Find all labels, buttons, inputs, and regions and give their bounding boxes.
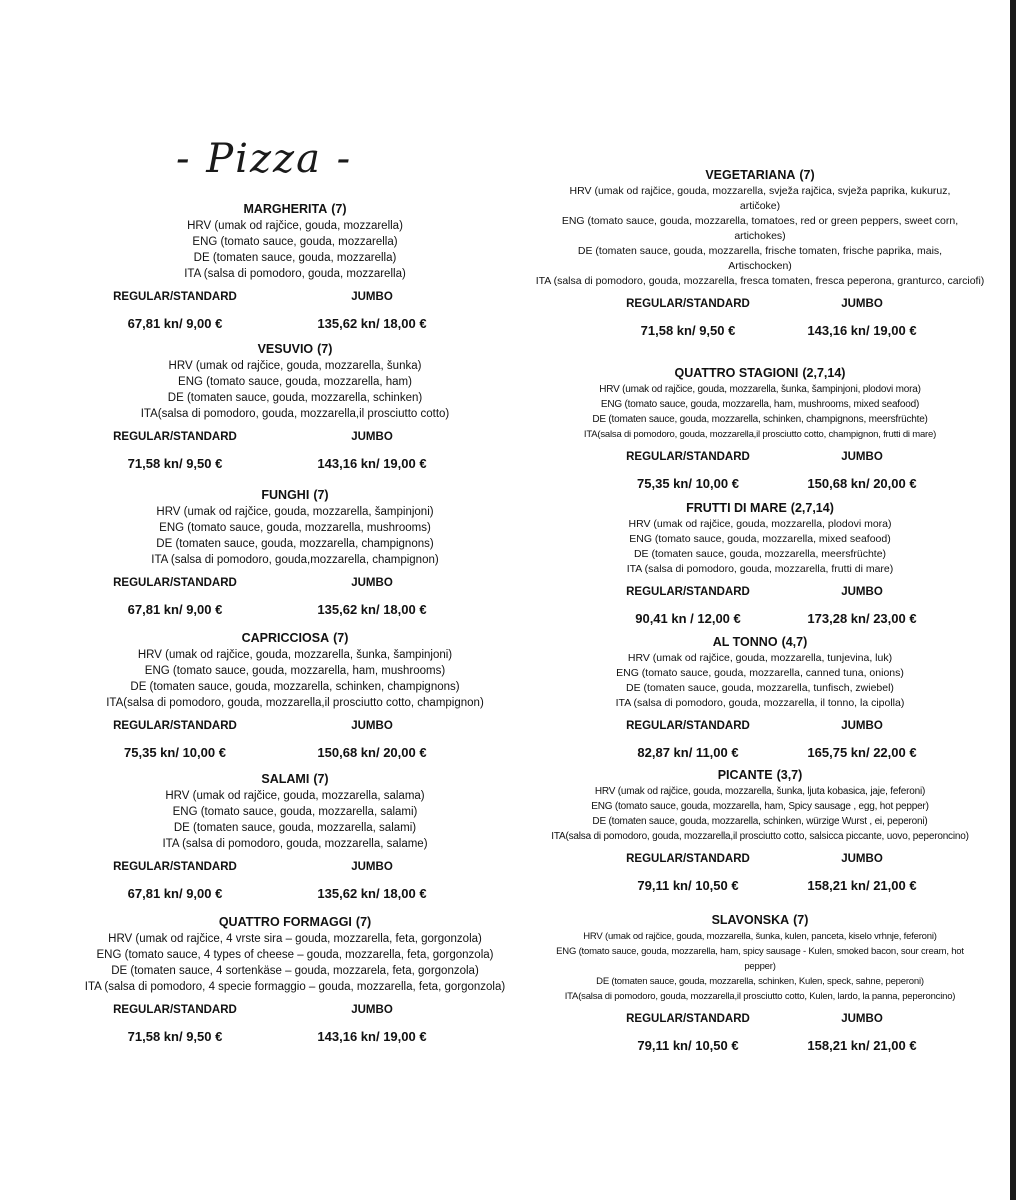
price-row xyxy=(520,719,1000,761)
desc-de: DE (tomaten sauce, gouda, mozzarella, frische tomaten, frische paprika, mais, Artischocken) xyxy=(577,245,943,272)
price-regular xyxy=(100,576,250,618)
price-regular-value: 90,41 kn / 12,00 € xyxy=(635,611,741,626)
allergen-codes: (7) xyxy=(331,202,347,216)
desc-de: DE (tomaten sauce, gouda, mozzarella, schinken) xyxy=(167,392,423,404)
allergen-codes: (7) xyxy=(313,772,329,786)
desc-eng: ENG (tomato sauce, gouda, mozzarella) xyxy=(192,236,398,248)
price-regular-value: 67,81 kn/ 9,00 € xyxy=(127,316,223,331)
desc-ita: ITA (salsa di pomodoro, gouda, mozzarella) xyxy=(184,268,406,280)
price-jumbo-label: JUMBO xyxy=(351,291,393,303)
price-jumbo-value: 143,16 kn/ 19,00 € xyxy=(317,1029,427,1044)
item-title xyxy=(60,488,530,503)
price-row xyxy=(520,1012,1000,1054)
price-regular xyxy=(608,585,768,627)
desc-hrv: HRV (umak od rajčice, gouda, mozzarella, tunjevina, luk) xyxy=(627,652,893,664)
price-jumbo-label: JUMBO xyxy=(351,431,393,443)
item-title xyxy=(520,635,1000,650)
price-regular-label: REGULAR/STANDARD xyxy=(113,1004,237,1016)
price-regular-label: REGULAR/STANDARD xyxy=(626,853,750,865)
price-jumbo xyxy=(782,585,942,627)
item-name: VEGETARIANA xyxy=(705,168,796,182)
desc-hrv: HRV (umak od rajčice, gouda, mozzarella, plodovi mora) xyxy=(628,518,892,530)
desc-hrv: HRV (umak od rajčice, gouda, mozzarella, šunka, šampinjoni) xyxy=(137,649,453,661)
desc-hrv: HRV (umak od rajčice, gouda, mozzarella, svježa rajčica, svježa paprika, kukuruz, artičoke) xyxy=(569,185,951,212)
allergen-codes: (7) xyxy=(317,342,333,356)
menu-item-salami xyxy=(60,772,530,915)
price-regular-label: REGULAR/STANDARD xyxy=(113,577,237,589)
menu-item-margherita xyxy=(60,202,530,342)
price-jumbo-value: 173,28 kn/ 23,00 € xyxy=(807,611,917,626)
price-jumbo-label: JUMBO xyxy=(841,853,883,865)
menu-item-quattro-stagioni xyxy=(520,366,1000,501)
item-title xyxy=(520,366,1000,381)
price-regular-label: REGULAR/STANDARD xyxy=(626,451,750,463)
price-row xyxy=(60,719,530,761)
price-jumbo-value: 158,21 kn/ 21,00 € xyxy=(807,1038,917,1053)
menu-column-right xyxy=(520,168,1000,1053)
price-jumbo-value: 150,68 kn/ 20,00 € xyxy=(807,476,917,491)
price-jumbo-value: 150,68 kn/ 20,00 € xyxy=(317,745,427,760)
desc-ita: ITA (salsa di pomodoro, gouda, mozzarella, fresca tomaten, fresca peperona, granturco, carciofi) xyxy=(535,275,985,287)
price-jumbo xyxy=(292,430,452,472)
price-regular xyxy=(608,1012,768,1054)
price-regular-label: REGULAR/STANDARD xyxy=(626,720,750,732)
price-row xyxy=(520,450,1000,492)
desc-ita: ITA (salsa di pomodoro, 4 specie formaggio – gouda, mozzarella, feta, gorgonzola) xyxy=(84,981,506,993)
item-name: FRUTTI DI MARE xyxy=(686,501,787,515)
desc-ita: ITA(salsa di pomodoro, gouda, mozzarella,il prosciutto cotto, Kulen, lardo, la panna, peperoncino) xyxy=(564,991,956,1002)
desc-ita: ITA (salsa di pomodoro, gouda, mozzarella, il tonno, la cipolla) xyxy=(615,697,905,709)
price-jumbo xyxy=(782,450,942,492)
price-row xyxy=(60,430,530,472)
desc-eng: ENG (tomato sauce, gouda, mozzarella, ham, mushrooms, mixed seafood) xyxy=(600,399,920,410)
desc-eng: ENG (tomato sauce, gouda, mozzarella, tomatoes, red or green peppers, sweet corn, artichokes) xyxy=(561,215,959,242)
menu-item-vegetariana xyxy=(520,168,1000,366)
desc-ita: ITA(salsa di pomodoro, gouda, mozzarella,il prosciutto cotto) xyxy=(140,408,450,420)
desc-hrv: HRV (umak od rajčice, gouda, mozzarella, šunka, ljuta kobasica, jaje, feferoni) xyxy=(594,786,926,797)
desc-eng: ENG (tomato sauce, gouda, mozzarella, ham, spicy sausage - Kulen, smoked bacon, sour cream, hot pepper) xyxy=(556,946,964,972)
price-jumbo-label: JUMBO xyxy=(351,1004,393,1016)
price-jumbo-label: JUMBO xyxy=(351,720,393,732)
menu-item-vesuvio xyxy=(60,342,530,488)
price-regular-value: 67,81 kn/ 9,00 € xyxy=(127,602,223,617)
price-row xyxy=(60,576,530,618)
price-jumbo-value: 143,16 kn/ 19,00 € xyxy=(807,323,917,338)
item-name: QUATTRO FORMAGGI xyxy=(218,915,352,929)
item-name: VESUVIO xyxy=(257,342,314,356)
desc-de: DE (tomaten sauce, gouda, mozzarella, salami) xyxy=(173,822,417,834)
desc-de: DE (tomaten sauce, gouda, mozzarella, meersfrüchte) xyxy=(633,548,887,560)
item-title xyxy=(520,168,1000,183)
price-jumbo-label: JUMBO xyxy=(351,861,393,873)
desc-ita: ITA(salsa di pomodoro, gouda, mozzarella,il prosciutto cotto, salsicca piccante, uovo, peperoncino) xyxy=(551,831,969,842)
desc-eng: ENG (tomato sauce, gouda, mozzarella, ham, mushrooms) xyxy=(144,665,446,677)
item-name: AL TONNO xyxy=(712,635,778,649)
desc-eng: ENG (tomato sauce, gouda, mozzarella, mushrooms) xyxy=(159,522,431,534)
allergen-codes: (7) xyxy=(313,488,329,502)
price-regular-value: 71,58 kn/ 9,50 € xyxy=(127,1029,223,1044)
menu-item-picante xyxy=(520,768,1000,913)
price-regular xyxy=(608,852,768,894)
price-jumbo xyxy=(292,576,452,618)
price-regular xyxy=(608,297,768,339)
desc-de: DE (tomaten sauce, gouda, mozzarella) xyxy=(193,252,397,264)
desc-de: DE (tomaten sauce, 4 sortenkäse – gouda, mozzarela, feta, gorgonzola) xyxy=(111,965,479,977)
item-name: FUNGHI xyxy=(261,488,310,502)
price-jumbo-label: JUMBO xyxy=(841,1013,883,1025)
price-regular-label: REGULAR/STANDARD xyxy=(113,861,237,873)
desc-hrv: HRV (umak od rajčice, gouda, mozzarella, šunka) xyxy=(168,360,422,372)
price-regular xyxy=(100,719,250,761)
item-title xyxy=(520,501,1000,516)
desc-ita: ITA (salsa di pomodoro, gouda, mozzarella, salame) xyxy=(162,838,428,850)
price-row xyxy=(60,860,530,902)
price-regular xyxy=(100,860,250,902)
desc-de: DE (tomaten sauce, gouda, mozzarella, schinken, champignons, meersfrüchte) xyxy=(592,414,928,425)
desc-hrv: HRV (umak od rajčice, gouda, mozzarella, šampinjoni) xyxy=(156,506,434,518)
price-regular-label: REGULAR/STANDARD xyxy=(626,1013,750,1025)
price-jumbo xyxy=(782,719,942,761)
price-jumbo xyxy=(292,1003,452,1045)
desc-eng: ENG (tomato sauce, gouda, mozzarella, ham, Spicy sausage , egg, hot pepper) xyxy=(591,801,929,812)
price-regular-label: REGULAR/STANDARD xyxy=(113,431,237,443)
allergen-codes: (7) xyxy=(333,631,349,645)
desc-ita: ITA(salsa di pomodoro, gouda, mozzarella,il prosciutto cotto, champignon, frutti di mare) xyxy=(583,429,937,440)
price-jumbo xyxy=(292,290,452,332)
allergen-codes: (7) xyxy=(793,913,809,927)
item-title xyxy=(60,915,530,930)
allergen-codes: (2,7,14) xyxy=(790,501,834,515)
menu-item-slavonska xyxy=(520,913,1000,1053)
price-regular-value: 71,58 kn/ 9,50 € xyxy=(127,456,223,471)
item-name: SALAMI xyxy=(261,772,310,786)
price-regular-value: 79,11 kn/ 10,50 € xyxy=(637,878,739,893)
item-title xyxy=(60,772,530,787)
price-regular xyxy=(608,450,768,492)
menu-item-frutti-di-mare xyxy=(520,501,1000,635)
price-regular-value: 82,87 kn/ 11,00 € xyxy=(637,745,739,760)
price-jumbo xyxy=(782,297,942,339)
desc-de: DE (tomaten sauce, gouda, mozzarella, schinken, würzige Wurst , ei, peperoni) xyxy=(592,816,928,827)
desc-hrv: HRV (umak od rajčice, gouda, mozzarella) xyxy=(187,220,403,232)
price-regular-value: 67,81 kn/ 9,00 € xyxy=(127,886,223,901)
price-regular-value: 79,11 kn/ 10,50 € xyxy=(637,1038,739,1053)
item-title xyxy=(60,631,530,646)
desc-hrv: HRV (umak od rajčice, gouda, mozzarella, šunka, kulen, panceta, kiselo vrhnje, feferoni) xyxy=(583,931,937,942)
allergen-codes: (3,7) xyxy=(776,768,803,782)
price-jumbo-value: 165,75 kn/ 22,00 € xyxy=(807,745,917,760)
price-jumbo-label: JUMBO xyxy=(841,586,883,598)
item-title xyxy=(60,202,530,217)
page-edge-shadow xyxy=(1010,0,1016,1200)
allergen-codes: (7) xyxy=(355,915,372,929)
item-name: SLAVONSKA xyxy=(711,913,790,927)
desc-de: DE (tomaten sauce, gouda, mozzarella, schinken, champignons) xyxy=(130,681,460,693)
desc-hrv: HRV (umak od rajčice, gouda, mozzarella, šunka, šampinjoni, plodovi mora) xyxy=(599,384,921,395)
price-regular-label: REGULAR/STANDARD xyxy=(626,298,750,310)
item-name: QUATTRO STAGIONI xyxy=(674,366,799,380)
price-jumbo-value: 158,21 kn/ 21,00 € xyxy=(807,878,917,893)
allergen-codes: (2,7,14) xyxy=(802,366,846,380)
desc-hrv: HRV (umak od rajčice, gouda, mozzarella, salama) xyxy=(165,790,425,802)
desc-de: DE (tomaten sauce, gouda, mozzarella, schinken, Kulen, speck, sahne, peperoni) xyxy=(596,976,924,987)
desc-de: DE (tomaten sauce, gouda, mozzarella, champignons) xyxy=(156,538,434,550)
desc-de: DE (tomaten sauce, gouda, mozzarella, tunfisch, zwiebel) xyxy=(626,682,894,694)
price-jumbo xyxy=(782,852,942,894)
allergen-codes: (7) xyxy=(799,168,815,182)
price-row xyxy=(60,290,530,332)
desc-ita: ITA (salsa di pomodoro, gouda, mozzarella, frutti di mare) xyxy=(626,563,894,575)
menu-column-left xyxy=(60,202,530,1055)
price-row xyxy=(60,1003,530,1045)
price-jumbo-value: 143,16 kn/ 19,00 € xyxy=(317,456,427,471)
menu-item-capricciosa xyxy=(60,631,530,772)
price-row xyxy=(520,852,1000,894)
price-regular-value: 71,58 kn/ 9,50 € xyxy=(640,323,736,338)
desc-ita: ITA (salsa di pomodoro, gouda,mozzarella, champignon) xyxy=(151,554,439,566)
price-jumbo xyxy=(292,719,452,761)
desc-eng: ENG (tomato sauce, gouda, mozzarella, canned tuna, onions) xyxy=(616,667,904,679)
item-name: CAPRICCIOSA xyxy=(241,631,330,645)
price-regular-label: REGULAR/STANDARD xyxy=(113,291,237,303)
item-name: MARGHERITA xyxy=(243,202,328,216)
price-regular-value: 75,35 kn/ 10,00 € xyxy=(637,476,739,491)
price-jumbo xyxy=(292,860,452,902)
price-jumbo-label: JUMBO xyxy=(841,298,883,310)
price-regular-label: REGULAR/STANDARD xyxy=(626,586,750,598)
price-regular xyxy=(100,430,250,472)
price-jumbo-value: 135,62 kn/ 18,00 € xyxy=(317,602,427,617)
price-jumbo-label: JUMBO xyxy=(351,577,393,589)
menu-item-al-tonno xyxy=(520,635,1000,768)
desc-eng: ENG (tomato sauce, gouda, mozzarella, salami) xyxy=(172,806,418,818)
price-jumbo xyxy=(782,1012,942,1054)
price-row xyxy=(520,297,1000,339)
price-regular xyxy=(608,719,768,761)
price-regular-label: REGULAR/STANDARD xyxy=(113,720,237,732)
desc-eng: ENG (tomato sauce, gouda, mozzarella, ham) xyxy=(178,376,412,388)
price-jumbo-value: 135,62 kn/ 18,00 € xyxy=(317,886,427,901)
item-name: PICANTE xyxy=(717,768,773,782)
desc-ita: ITA(salsa di pomodoro, gouda, mozzarella,il prosciutto cotto, champignon) xyxy=(106,697,484,709)
item-title xyxy=(60,342,530,357)
item-title xyxy=(520,768,1000,783)
desc-eng: ENG (tomato sauce, 4 types of cheese – gouda, mozzarella, feta, gorgonzola) xyxy=(96,949,494,961)
price-regular xyxy=(100,290,250,332)
item-title xyxy=(520,913,1000,928)
price-row xyxy=(520,585,1000,627)
price-jumbo-value: 135,62 kn/ 18,00 € xyxy=(317,316,427,331)
allergen-codes: (4,7) xyxy=(781,635,808,649)
price-regular xyxy=(100,1003,250,1045)
price-jumbo-label: JUMBO xyxy=(841,720,883,732)
menu-title: - Pizza - xyxy=(176,136,353,182)
desc-eng: ENG (tomato sauce, gouda, mozzarella, mixed seafood) xyxy=(629,533,891,545)
menu-item-quattro-formaggi xyxy=(60,915,530,1055)
desc-hrv: HRV (umak od rajčice, 4 vrste sira – gouda, mozzarella, feta, gorgonzola) xyxy=(108,933,482,945)
menu-item-funghi xyxy=(60,488,530,631)
price-jumbo-label: JUMBO xyxy=(841,451,883,463)
price-regular-value: 75,35 kn/ 10,00 € xyxy=(124,745,226,760)
